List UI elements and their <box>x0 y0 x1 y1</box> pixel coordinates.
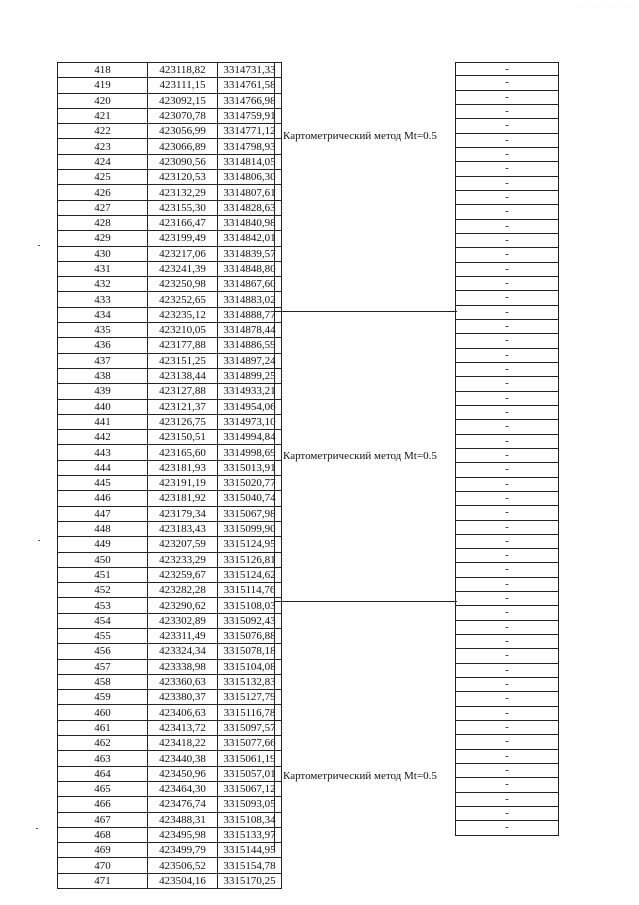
y-coordinate-cell: 3314807,61 <box>218 185 282 200</box>
y-coordinate-cell: 3315093,05 <box>218 797 282 812</box>
point-number-cell: 471 <box>58 873 148 888</box>
point-number-cell: 470 <box>58 858 148 873</box>
table-row <box>58 766 282 781</box>
table-row <box>58 491 282 506</box>
y-coordinate-cell: 3314806,30 <box>218 170 282 185</box>
point-number-cell: 418 <box>58 63 148 78</box>
x-coordinate-cell: 423418,22 <box>148 736 218 751</box>
x-coordinate-cell: 423191,19 <box>148 476 218 491</box>
table-row <box>58 797 282 812</box>
point-number-cell: 463 <box>58 751 148 766</box>
point-number-cell: 434 <box>58 307 148 322</box>
x-coordinate-cell: 423504,16 <box>148 873 218 888</box>
table-row <box>58 154 282 169</box>
dash-cell: - <box>456 721 558 735</box>
y-coordinate-cell: 3314888,77 <box>218 307 282 322</box>
table-row <box>58 552 282 567</box>
coordinates-table <box>57 62 282 889</box>
point-number-cell: 439 <box>58 384 148 399</box>
dash-cell: - <box>456 406 558 420</box>
table-row <box>58 353 282 368</box>
dash-cell: - <box>456 148 558 162</box>
x-coordinate-cell: 423111,15 <box>148 78 218 93</box>
table-row <box>58 261 282 276</box>
y-coordinate-cell: 3314828,63 <box>218 200 282 215</box>
point-number-cell: 458 <box>58 674 148 689</box>
point-number-cell: 441 <box>58 414 148 429</box>
dash-cell: - <box>456 435 558 449</box>
table-row <box>58 827 282 842</box>
table-row <box>58 323 282 338</box>
y-coordinate-cell: 3314973,10 <box>218 414 282 429</box>
y-coordinate-cell: 3315170,25 <box>218 873 282 888</box>
table-row <box>58 843 282 858</box>
y-coordinate-cell: 3315057,01 <box>218 766 282 781</box>
point-number-cell: 459 <box>58 690 148 705</box>
dash-cell: - <box>456 263 558 277</box>
accuracy-column <box>455 62 559 836</box>
x-coordinate-cell: 423181,93 <box>148 460 218 475</box>
dash-cell: - <box>456 578 558 592</box>
table-row <box>58 644 282 659</box>
point-number-cell: 456 <box>58 644 148 659</box>
dash-cell: - <box>456 549 558 563</box>
dash-cell: - <box>456 62 558 76</box>
table-row <box>58 399 282 414</box>
point-number-cell: 421 <box>58 108 148 123</box>
y-coordinate-cell: 3315124,62 <box>218 567 282 582</box>
x-coordinate-cell: 423259,67 <box>148 567 218 582</box>
y-coordinate-cell: 3315116,78 <box>218 705 282 720</box>
table-row <box>58 93 282 108</box>
point-number-cell: 460 <box>58 705 148 720</box>
y-coordinate-cell: 3315108,03 <box>218 598 282 613</box>
table-row <box>58 292 282 307</box>
point-number-cell: 451 <box>58 567 148 582</box>
y-coordinate-cell: 3314933,21 <box>218 384 282 399</box>
point-number-cell: 438 <box>58 368 148 383</box>
y-coordinate-cell: 3315013,91 <box>218 460 282 475</box>
y-coordinate-cell: 3315144,95 <box>218 843 282 858</box>
y-coordinate-cell: 3315114,76 <box>218 583 282 598</box>
point-number-cell: 452 <box>58 583 148 598</box>
point-number-cell: 425 <box>58 170 148 185</box>
point-number-cell: 455 <box>58 628 148 643</box>
dash-cell: - <box>456 807 558 821</box>
y-coordinate-cell: 3314839,57 <box>218 246 282 261</box>
dash-cell: - <box>456 563 558 577</box>
dash-cell: - <box>456 162 558 176</box>
y-coordinate-cell: 3315092,43 <box>218 613 282 628</box>
point-number-cell: 424 <box>58 154 148 169</box>
x-coordinate-cell: 423150,51 <box>148 430 218 445</box>
y-coordinate-cell: 3314771,12 <box>218 124 282 139</box>
dash-cell: - <box>456 735 558 749</box>
x-coordinate-cell: 423165,60 <box>148 445 218 460</box>
dash-cell: - <box>456 692 558 706</box>
dash-cell: - <box>456 535 558 549</box>
y-coordinate-cell: 3314954,06 <box>218 399 282 414</box>
point-number-cell: 447 <box>58 506 148 521</box>
x-coordinate-cell: 423126,75 <box>148 414 218 429</box>
point-number-cell: 430 <box>58 246 148 261</box>
x-coordinate-cell: 423476,74 <box>148 797 218 812</box>
x-coordinate-cell: 423166,47 <box>148 215 218 230</box>
y-coordinate-cell: 3314878,44 <box>218 323 282 338</box>
dash-cell: - <box>456 420 558 434</box>
point-number-cell: 454 <box>58 613 148 628</box>
dash-cell: - <box>456 821 558 835</box>
x-coordinate-cell: 423450,96 <box>148 766 218 781</box>
x-coordinate-cell: 423177,88 <box>148 338 218 353</box>
y-coordinate-cell: 3314899,25 <box>218 368 282 383</box>
table-row <box>58 368 282 383</box>
method-label: Картометрический метод Mt=0.5 <box>283 130 437 142</box>
x-coordinate-cell: 423406,63 <box>148 705 218 720</box>
dash-cell: - <box>456 291 558 305</box>
x-coordinate-cell: 423070,78 <box>148 108 218 123</box>
dash-cell: - <box>456 76 558 90</box>
table-row <box>58 63 282 78</box>
x-coordinate-cell: 423120,53 <box>148 170 218 185</box>
table-row <box>58 445 282 460</box>
point-number-cell: 435 <box>58 323 148 338</box>
table-row <box>58 659 282 674</box>
x-coordinate-cell: 423311,49 <box>148 628 218 643</box>
point-number-cell: 453 <box>58 598 148 613</box>
y-coordinate-cell: 3314848,80 <box>218 261 282 276</box>
point-number-cell: 467 <box>58 812 148 827</box>
table-row <box>58 307 282 322</box>
table-row <box>58 384 282 399</box>
table-row <box>58 537 282 552</box>
y-coordinate-cell: 3315124,95 <box>218 537 282 552</box>
y-coordinate-cell: 3314814,05 <box>218 154 282 169</box>
x-coordinate-cell: 423252,65 <box>148 292 218 307</box>
table-row <box>58 246 282 261</box>
group-divider <box>274 311 457 312</box>
x-coordinate-cell: 423183,43 <box>148 521 218 536</box>
x-coordinate-cell: 423499,79 <box>148 843 218 858</box>
dash-cell: - <box>456 220 558 234</box>
point-number-cell: 468 <box>58 827 148 842</box>
y-coordinate-cell: 3315067,12 <box>218 781 282 796</box>
table-row <box>58 108 282 123</box>
dash-cell: - <box>456 707 558 721</box>
x-coordinate-cell: 423090,56 <box>148 154 218 169</box>
dash-cell: - <box>456 521 558 535</box>
dash-cell: - <box>456 392 558 406</box>
x-coordinate-cell: 423066,89 <box>148 139 218 154</box>
dash-cell: - <box>456 592 558 606</box>
y-coordinate-cell: 3314759,91 <box>218 108 282 123</box>
dash-cell: - <box>456 306 558 320</box>
table-row <box>58 506 282 521</box>
x-coordinate-cell: 423360,63 <box>148 674 218 689</box>
dash-cell: - <box>456 234 558 248</box>
table-row <box>58 139 282 154</box>
y-coordinate-cell: 3315132,83 <box>218 674 282 689</box>
point-number-cell: 419 <box>58 78 148 93</box>
y-coordinate-cell: 3315078,18 <box>218 644 282 659</box>
table-row <box>58 781 282 796</box>
x-coordinate-cell: 423488,31 <box>148 812 218 827</box>
y-coordinate-cell: 3315108,34 <box>218 812 282 827</box>
table-row <box>58 215 282 230</box>
dash-cell: - <box>456 363 558 377</box>
point-number-cell: 433 <box>58 292 148 307</box>
table-row <box>58 628 282 643</box>
x-coordinate-cell: 423210,05 <box>148 323 218 338</box>
table-row <box>58 674 282 689</box>
y-coordinate-cell: 3315126,81 <box>218 552 282 567</box>
y-coordinate-cell: 3314886,59 <box>218 338 282 353</box>
point-number-cell: 449 <box>58 537 148 552</box>
point-number-cell: 437 <box>58 353 148 368</box>
y-coordinate-cell: 3314798,93 <box>218 139 282 154</box>
point-number-cell: 428 <box>58 215 148 230</box>
point-number-cell: 444 <box>58 460 148 475</box>
method-label: Картометрический метод Mt=0.5 <box>283 450 437 462</box>
dash-cell: - <box>456 449 558 463</box>
table-row <box>58 858 282 873</box>
table-row <box>58 430 282 445</box>
dash-cell: - <box>456 119 558 133</box>
x-coordinate-cell: 423302,89 <box>148 613 218 628</box>
y-coordinate-cell: 3315077,66 <box>218 736 282 751</box>
corner-mark: ····· ········· ········· ····· <box>575 4 631 9</box>
point-number-cell: 446 <box>58 491 148 506</box>
x-coordinate-cell: 423233,29 <box>148 552 218 567</box>
x-coordinate-cell: 423250,98 <box>148 277 218 292</box>
dash-cell: - <box>456 320 558 334</box>
point-number-cell: 423 <box>58 139 148 154</box>
dash-cell: - <box>456 248 558 262</box>
x-coordinate-cell: 423464,30 <box>148 781 218 796</box>
y-coordinate-cell: 3314842,01 <box>218 231 282 246</box>
table-row <box>58 476 282 491</box>
x-coordinate-cell: 423118,82 <box>148 63 218 78</box>
dash-cell: - <box>456 349 558 363</box>
dash-cell: - <box>456 492 558 506</box>
table-row <box>58 521 282 536</box>
dash-cell: - <box>456 750 558 764</box>
table-row <box>58 78 282 93</box>
y-coordinate-cell: 3314867,60 <box>218 277 282 292</box>
table-row <box>58 170 282 185</box>
point-number-cell: 431 <box>58 261 148 276</box>
point-number-cell: 442 <box>58 430 148 445</box>
dash-cell: - <box>456 478 558 492</box>
y-coordinate-cell: 3315061,19 <box>218 751 282 766</box>
dash-cell: - <box>456 764 558 778</box>
point-number-cell: 436 <box>58 338 148 353</box>
x-coordinate-cell: 423132,29 <box>148 185 218 200</box>
table-row <box>58 583 282 598</box>
table-row <box>58 720 282 735</box>
point-number-cell: 469 <box>58 843 148 858</box>
table-row <box>58 567 282 582</box>
y-coordinate-cell: 3315020,77 <box>218 476 282 491</box>
dash-cell: - <box>456 664 558 678</box>
y-coordinate-cell: 3314766,98 <box>218 93 282 108</box>
x-coordinate-cell: 423181,92 <box>148 491 218 506</box>
y-coordinate-cell: 3314840,98 <box>218 215 282 230</box>
dash-cell: - <box>456 649 558 663</box>
x-coordinate-cell: 423506,52 <box>148 858 218 873</box>
point-number-cell: 457 <box>58 659 148 674</box>
point-number-cell: 464 <box>58 766 148 781</box>
x-coordinate-cell: 423440,38 <box>148 751 218 766</box>
y-coordinate-cell: 3315040,74 <box>218 491 282 506</box>
point-number-cell: 450 <box>58 552 148 567</box>
dash-cell: - <box>456 621 558 635</box>
table-row <box>58 277 282 292</box>
scan-speck <box>38 245 40 246</box>
dash-cell: - <box>456 91 558 105</box>
y-coordinate-cell: 3315076,88 <box>218 628 282 643</box>
x-coordinate-cell: 423324,34 <box>148 644 218 659</box>
x-coordinate-cell: 423380,37 <box>148 690 218 705</box>
x-coordinate-cell: 423207,59 <box>148 537 218 552</box>
x-coordinate-cell: 423413,72 <box>148 720 218 735</box>
point-number-cell: 429 <box>58 231 148 246</box>
table-row <box>58 338 282 353</box>
y-coordinate-cell: 3315099,90 <box>218 521 282 536</box>
dash-cell: - <box>456 105 558 119</box>
y-coordinate-cell: 3314761,58 <box>218 78 282 93</box>
group-divider <box>274 601 457 602</box>
x-coordinate-cell: 423056,99 <box>148 124 218 139</box>
table-row <box>58 736 282 751</box>
table-row <box>58 200 282 215</box>
table-row <box>58 231 282 246</box>
dash-cell: - <box>456 377 558 391</box>
y-coordinate-cell: 3315154,78 <box>218 858 282 873</box>
y-coordinate-cell: 3314998,69 <box>218 445 282 460</box>
x-coordinate-cell: 423199,49 <box>148 231 218 246</box>
table-row <box>58 690 282 705</box>
point-number-cell: 448 <box>58 521 148 536</box>
x-coordinate-cell: 423282,28 <box>148 583 218 598</box>
table-row <box>58 812 282 827</box>
y-coordinate-cell: 3315097,57 <box>218 720 282 735</box>
dash-cell: - <box>456 635 558 649</box>
table-row <box>58 124 282 139</box>
coordinates-table-body <box>58 63 282 889</box>
y-coordinate-cell: 3315104,08 <box>218 659 282 674</box>
x-coordinate-cell: 423235,12 <box>148 307 218 322</box>
x-coordinate-cell: 423092,15 <box>148 93 218 108</box>
dash-cell: - <box>456 506 558 520</box>
table-row <box>58 705 282 720</box>
point-number-cell: 422 <box>58 124 148 139</box>
y-coordinate-cell: 3314731,33 <box>218 63 282 78</box>
point-number-cell: 465 <box>58 781 148 796</box>
dash-cell: - <box>456 606 558 620</box>
x-coordinate-cell: 423241,39 <box>148 261 218 276</box>
y-coordinate-cell: 3315127,79 <box>218 690 282 705</box>
y-coordinate-cell: 3314994,84 <box>218 430 282 445</box>
y-coordinate-cell: 3314883,02 <box>218 292 282 307</box>
y-coordinate-cell: 3315133,97 <box>218 827 282 842</box>
x-coordinate-cell: 423155,30 <box>148 200 218 215</box>
point-number-cell: 427 <box>58 200 148 215</box>
point-number-cell: 440 <box>58 399 148 414</box>
x-coordinate-cell: 423151,25 <box>148 353 218 368</box>
method-label: Картометрический метод Mt=0.5 <box>283 770 437 782</box>
table-row <box>58 751 282 766</box>
x-coordinate-cell: 423290,62 <box>148 598 218 613</box>
table-row <box>58 414 282 429</box>
y-coordinate-cell: 3314897,24 <box>218 353 282 368</box>
point-number-cell: 426 <box>58 185 148 200</box>
x-coordinate-cell: 423121,37 <box>148 399 218 414</box>
point-number-cell: 443 <box>58 445 148 460</box>
dash-cell: - <box>456 205 558 219</box>
table-row <box>58 613 282 628</box>
dash-cell: - <box>456 334 558 348</box>
dash-cell: - <box>456 134 558 148</box>
dash-cell: - <box>456 191 558 205</box>
scan-speck <box>36 828 38 829</box>
point-number-cell: 445 <box>58 476 148 491</box>
dash-cell: - <box>456 778 558 792</box>
table-row <box>58 460 282 475</box>
dash-cell: - <box>456 277 558 291</box>
dash-cell: - <box>456 678 558 692</box>
dash-cell: - <box>456 793 558 807</box>
x-coordinate-cell: 423138,44 <box>148 368 218 383</box>
table-row <box>58 873 282 888</box>
x-coordinate-cell: 423179,34 <box>148 506 218 521</box>
dash-cell: - <box>456 177 558 191</box>
point-number-cell: 432 <box>58 277 148 292</box>
point-number-cell: 466 <box>58 797 148 812</box>
point-number-cell: 461 <box>58 720 148 735</box>
table-row <box>58 598 282 613</box>
point-number-cell: 420 <box>58 93 148 108</box>
x-coordinate-cell: 423338,98 <box>148 659 218 674</box>
x-coordinate-cell: 423127,88 <box>148 384 218 399</box>
x-coordinate-cell: 423217,06 <box>148 246 218 261</box>
point-number-cell: 462 <box>58 736 148 751</box>
scan-speck <box>38 540 40 541</box>
dash-cell: - <box>456 463 558 477</box>
table-row <box>58 185 282 200</box>
x-coordinate-cell: 423495,98 <box>148 827 218 842</box>
y-coordinate-cell: 3315067,98 <box>218 506 282 521</box>
